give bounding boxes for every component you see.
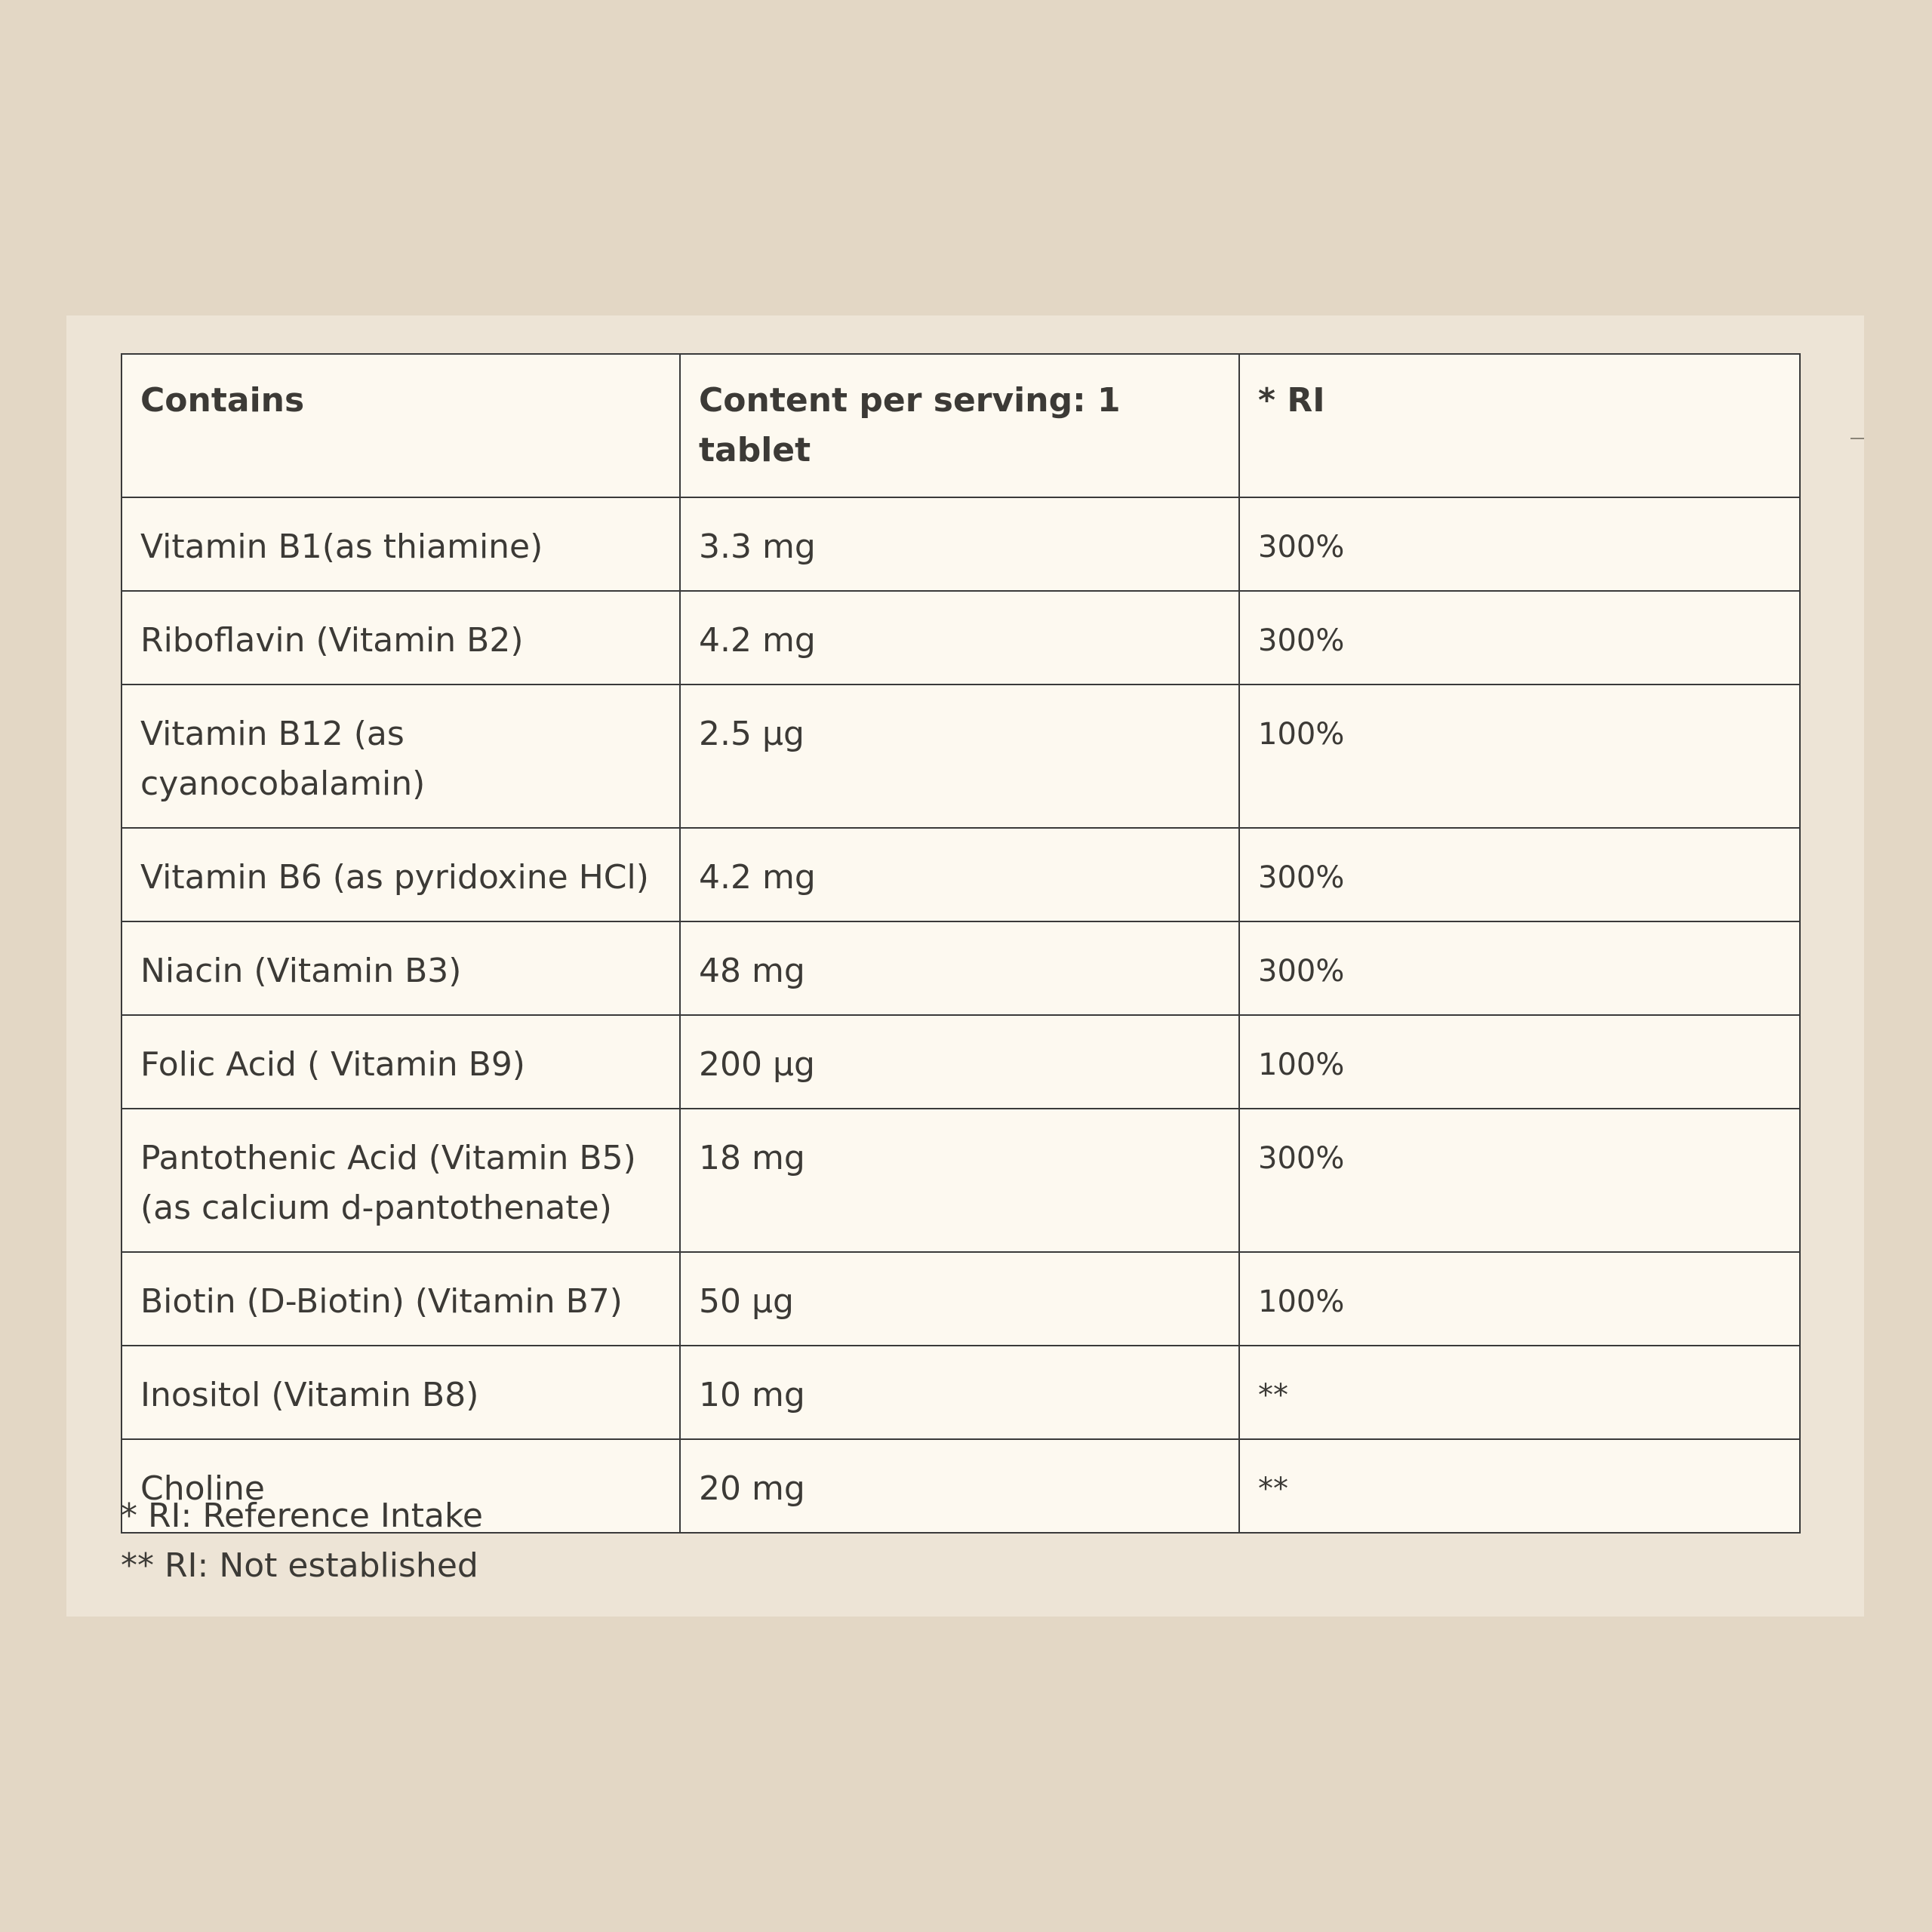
table-row <box>122 685 1800 828</box>
nutrient-name: Folic Acid ( Vitamin B9) <box>122 1015 680 1109</box>
nutrient-ri: 300% <box>1239 497 1800 591</box>
nutrient-ri: 100% <box>1239 1252 1800 1346</box>
nutrient-name: Vitamin B6 (as pyridoxine HCl) <box>122 828 680 921</box>
nutrient-amount: 18 mg <box>680 1109 1239 1252</box>
table-row <box>122 1015 1800 1109</box>
table-row <box>122 828 1800 921</box>
nutrient-amount: 200 µg <box>680 1015 1239 1109</box>
nutrient-name: Biotin (D-Biotin) (Vitamin B7) <box>122 1252 680 1346</box>
nutrient-name: Niacin (Vitamin B3) <box>122 921 680 1015</box>
table-row <box>122 497 1800 591</box>
nutrient-name: Choline <box>122 1439 680 1533</box>
nutrient-ri: 300% <box>1239 1109 1800 1252</box>
footnote-not-established: ** RI: Not established <box>121 1546 478 1585</box>
table-header-row <box>122 354 1800 497</box>
table-row <box>122 1109 1800 1252</box>
header-ri: * RI <box>1239 354 1800 497</box>
nutrient-name: Vitamin B12 (as cyanocobalamin) <box>122 685 680 828</box>
nutrient-ri: ** <box>1239 1439 1800 1533</box>
nutrient-ri: 100% <box>1239 685 1800 828</box>
table-row <box>122 1346 1800 1439</box>
edge-divider <box>1850 438 1864 439</box>
nutrient-ri: ** <box>1239 1346 1800 1439</box>
table-row <box>122 921 1800 1015</box>
nutrient-amount: 2.5 µg <box>680 685 1239 828</box>
nutrient-ri: 300% <box>1239 921 1800 1015</box>
nutrient-amount: 3.3 mg <box>680 497 1239 591</box>
nutrient-amount: 48 mg <box>680 921 1239 1015</box>
nutrient-amount: 20 mg <box>680 1439 1239 1533</box>
content-panel <box>66 315 1864 1617</box>
header-contains: Contains <box>122 354 680 497</box>
nutrient-name: Vitamin B1(as thiamine) <box>122 497 680 591</box>
nutrient-name: Riboflavin (Vitamin B2) <box>122 591 680 685</box>
nutrient-ri: 300% <box>1239 591 1800 685</box>
nutrient-ri: 300% <box>1239 828 1800 921</box>
header-content-per-serving: Content per serving: 1 tablet <box>680 354 1239 497</box>
nutrient-name: Pantothenic Acid (Vitamin B5) (as calcium d-pantothenate) <box>122 1109 680 1252</box>
nutrient-amount: 4.2 mg <box>680 591 1239 685</box>
footnotes <box>121 1491 483 1591</box>
nutrient-amount: 10 mg <box>680 1346 1239 1439</box>
nutrient-amount: 4.2 mg <box>680 828 1239 921</box>
footnote-reference-intake: * RI: Reference Intake <box>121 1497 483 1535</box>
table-row <box>122 1252 1800 1346</box>
table-row <box>122 591 1800 685</box>
supplement-facts-table <box>121 353 1801 1534</box>
nutrient-ri: 100% <box>1239 1015 1800 1109</box>
nutrient-name: Inositol (Vitamin B8) <box>122 1346 680 1439</box>
nutrient-amount: 50 µg <box>680 1252 1239 1346</box>
